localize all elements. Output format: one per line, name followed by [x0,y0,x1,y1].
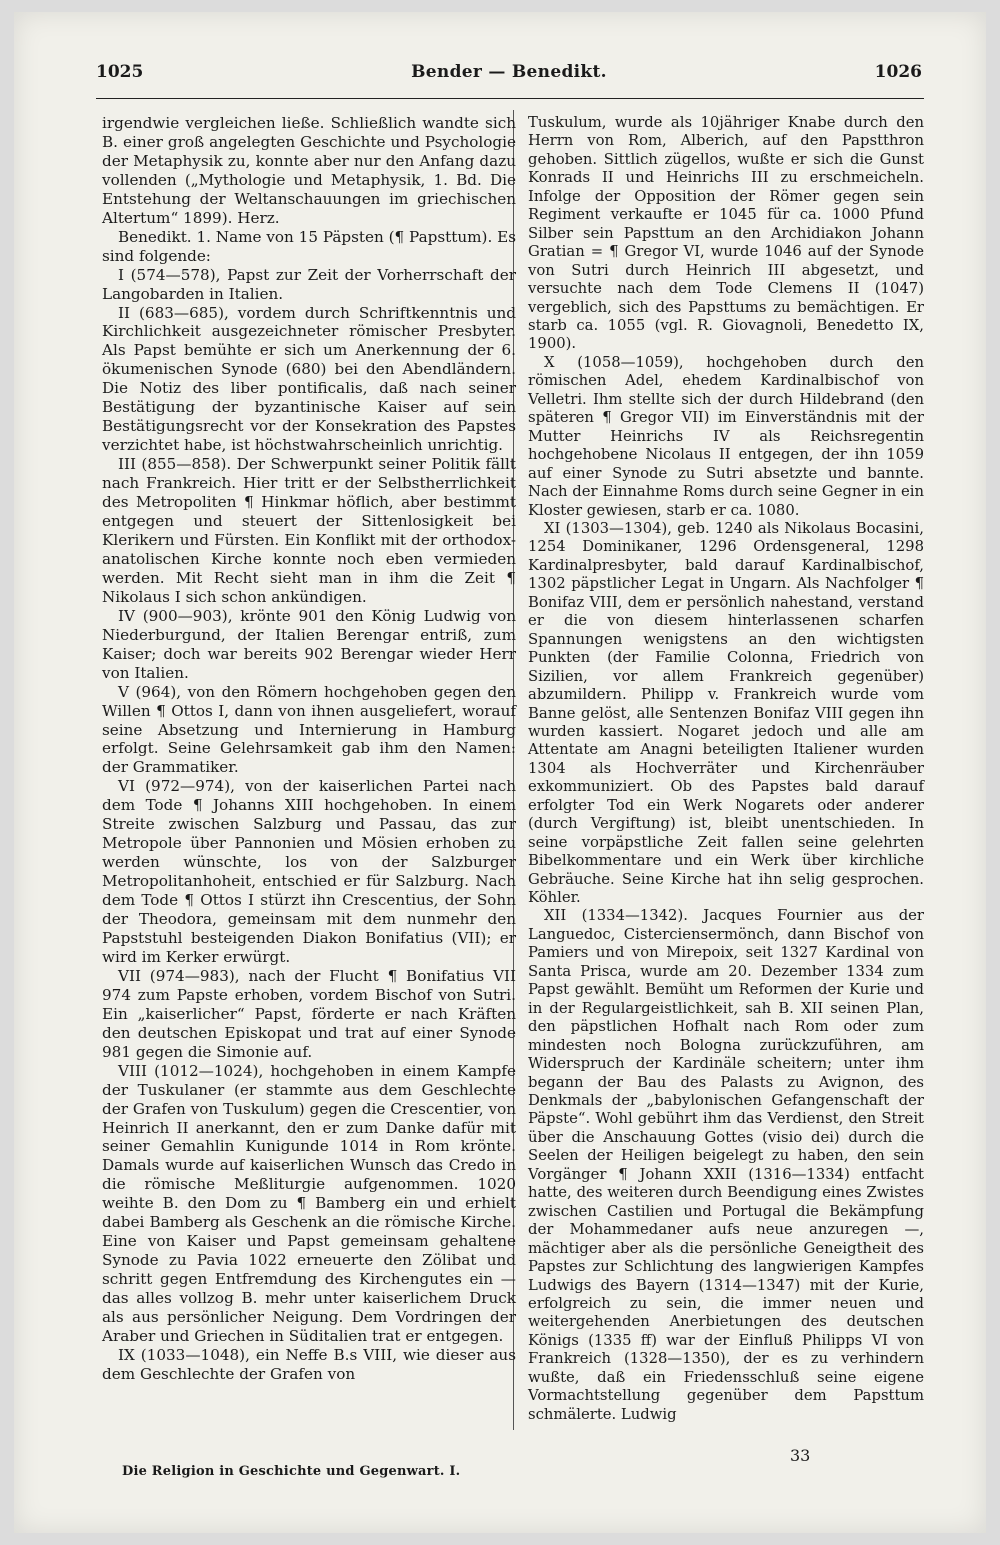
paragraph: V (964), von den Römern hochgehoben gegen den Willen ¶ Ottos I, dann von ihnen ausgeliefert, worauf seine Absetzung und Internierung in Hamburg erfolgt. Seine Gelehrsamkeit gab ihm den Namen: der Grammatiker. [102,682,516,777]
paragraph: VI (972—974), von der kaiserlichen Partei nach dem Tode ¶ Johanns XIII hochgehoben. In einem Streite zwischen Salzburg und Passau, das zur Metropole über Pannonien und Mösien erhoben zu werden wünschte, los von der Salzburger Metropolitanhoheit, entschied er für Salzburg. Nach dem Tode ¶ Ottos I stürzt ihn Crescentius, der Sohn der Theodora, gemeinsam mit dem nunmehr den Papststuhl besteigenden Diakon Bonifatius (VII); er wird im Kerker erwürgt. [102,777,516,966]
page-number-left: 1025 [96,62,144,82]
paragraph: irgendwie vergleichen ließe. Schließlich wandte sich B. einer groß angelegten Geschichte und Psychologie der Metaphysik zu, konnte aber nur den Anfang dazu vollenden („Mythologie und Metaphysik, 1. Bd. Die Entstehung der Weltanschauungen im griechischen Altertum“ 1899). Herz. [102,114,516,227]
left-column [102,114,516,1384]
paragraph: I (574—578), Papst zur Zeit der Vorherrschaft der Langobarden in Italien. [102,265,516,303]
paragraph: XI (1303—1304), geb. 1240 als Nikolaus Bocasini, 1254 Dominikaner, 1296 Ordensgeneral, 1298 Kardinalpresbyter, bald darauf Kardinalbischof, 1302 päpstlicher Legat in Ungarn. Als Nachfolger ¶ Bonifaz VIII, dem er persönlich nahestand, verstand er die von diesem hinterlassenen scharfen Spannungen wenigstens an den wichtigsten Punkten (der Familie Colonna, Friedrich von Sizilien, vor allem Frankreich gegenüber) abzumildern. Philipp v. Frankreich wurde vom Banne gelöst, alle Sentenzen Bonifaz VIII gegen ihn wurden kassiert. Nogaret jedoch und alle am Attentate am Anagni beteiligten Italiener wurden 1304 als Hochverräter und Kirchenräuber exkommuniziert. Ob des Papstes bald darauf erfolgter Tod ein Werk Nogarets oder anderer (durch Vergiftung) ist, bleibt unentschieden. In seine vorpäpstliche Zeit fallen seine gelehrten Bibelkommentare und ein Werk über kirchliche Gebräuche. Seine Kirche hat ihn selig gesprochen. Köhler. [528,519,924,907]
paragraph: II (683—685), vordem durch Schriftkenntnis und Kirchlichkeit ausgezeichneter römischer Presbyter. Als Papst bemühte er sich um Anerkennung der 6. ökumenischen Synode (680) bei den Abendländern. Die Notiz des liber pontificalis, daß nach seiner Bestätigung der byzantinische Kaiser auf sein Bestätigungsrecht vor der Konsekration des Papstes verzichtet habe, ist höchstwahrscheinlich unrichtig. [102,303,516,455]
paragraph: III (855—858). Der Schwerpunkt seiner Politik fällt nach Frankreich. Hier tritt er der Selbstherrlichkeit des Metropoliten ¶ Hinkmar höflich, aber bestimmt entgegen und steuert der Sittenlosigkeit bei Klerikern und Fürsten. Ein Konflikt mit der orthodox-anatolischen Kirche konnte noch eben vermieden werden. Mit Recht sieht man in ihm die Zeit ¶ Nikolaus I sich schon ankündigen. [102,455,516,606]
right-column [528,114,924,1424]
paragraph: Benedikt. 1. Name von 15 Päpsten (¶ Papsttum). Es sind folgende: [102,227,517,265]
footer-source: Die Religion in Geschichte und Gegenwart. I. [122,1464,461,1479]
header-title: Bender — Benedikt. [411,62,607,82]
paragraph: X (1058—1059), hochgehoben durch den römischen Adel, ehedem Kardinalbischof von Velletri. Ihm stellte sich der durch Hildebrand (den späteren ¶ Gregor VII) im Einverständnis mit der Mutter Heinrichs IV als Reichsregentin hochgehobene Nicolaus II entgegen, der ihn 1059 auf einer Synode zu Sutri absetzte und bannte. Nach der Einnahme Roms durch seine Gegner in ein Kloster gewiesen, starb er ca. 1080. [528,353,924,519]
paragraph: VII (974—983), nach der Flucht ¶ Bonifatius VII 974 zum Papste erhoben, vordem Bischof von Sutri. Ein „kaiserlicher“ Papst, förderte er nach Kräften den deutschen Episkopat und trat auf einer Synode 981 gegen die Simonie auf. [102,966,516,1061]
paragraph: IV (900—903), krönte 901 den König Ludwig von Niederburgund, der Italien Berengar entriß, zum Kaiser; doch war bereits 902 Berengar wieder Herr von Italien. [102,606,516,682]
paragraph: VIII (1012—1024), hochgehoben in einem Kampfe der Tuskulaner (er stammte aus dem Geschlechte der Grafen von Tuskulum) gegen die Crescentier, von Heinrich II anerkannt, den er zum Danke dafür mit seiner Gemahlin Kunigunde 1014 in Rom krönte. Damals wurde auf kaiserlichen Wunsch das Credo in die römische Meßliturgie aufgenommen. 1020 weihte B. den Dom zu ¶ Bamberg ein und erhielt dabei Bamberg als Geschenk an die römische Kirche. Eine von Kaiser und Papst gemeinsam gehaltene Synode zu Pavia 1022 erneuerte den Zölibat und schritt gegen Entfremdung des Kirchengutes ein — das alles vollzog B. mehr unter kaiserlichem Druck als aus persönlicher Neigung. Dem Vordringen der Araber und Griechen in Süditalien trat er entgegen. [102,1061,516,1345]
paragraph: XII (1334—1342). Jacques Fournier aus der Languedoc, Cisterciensermönch, dann Bischof von Pamiers und von Mirepoix, seit 1327 Kardinal von Santa Prisca, wurde am 20. Dezember 1334 zum Papst gewählt. Bemüht um Reformen der Kurie und in der Regulargeistlichkeit, sah B. XII seinen Plan, den päpstlichen Hofhalt nach Rom oder zum mindesten noch Bologna zurückzuführen, am Widerspruch der Kardinäle scheitern; unter ihm begann der Bau des Palasts zu Avignon, des Denkmals der „babylonischen Gefangenschaft der Päpste“. Wohl gebührt ihm das Verdienst, den Streit über die Anschauung Gottes (visio dei) durch die Seelen der Heiligen beigelegt zu haben, den sein Vorgänger ¶ Johann XXII (1316—1334) entfacht hatte, des weiteren durch Beendigung eines Zwistes zwischen Castilien und Portugal die Bekämpfung der Mohammedaner aufs neue anzuregen —, mächtiger aber als die persönliche Geneigtheit des Papstes zur Schlichtung des langwierigen Kampfes Ludwigs des Bayern (1314—1347) mit der Kurie, erfolgreich zu sein, die immer neuen und weitergehenden Anerbietungen des deutschen Königs (1335 ff) war der Einfluß Philipps VI von Frankreich (1328—1350), der es zu verhindern wußte, daß ein Friedensschluß seine eigene Vormachtstellung gegenüber dem Papsttum schmälerte. Ludwig [528,907,924,1423]
header-rule [96,98,924,99]
running-header [96,62,922,96]
page-number-right: 1026 [874,62,922,82]
paragraph: Tuskulum, wurde als 10jähriger Knabe durch den Herrn von Rom, Alberich, auf den Papstthron gehoben. Sittlich zügellos, wußte er sich die Gunst Konrads II und Heinrichs III zu erschmeicheln. Infolge der Opposition der Römer gegen sein Regiment verkaufte er 1045 für ca. 1000 Pfund Silber sein Papsttum an den Archidiakon Johann Gratian = ¶ Gregor VI, wurde 1046 auf der Synode von Sutri durch Heinrich III abgesetzt, und versuchte nach dem Tode Clemens II (1047) vergeblich, sich des Papsttums zu bemächtigen. Er starb ca. 1055 (vgl. R. Giovagnoli, Benedetto IX, 1900). [528,114,924,353]
signature-mark: 33 [790,1446,811,1465]
paragraph: IX (1033—1048), ein Neffe B.s VIII, wie dieser aus dem Geschlechte der Grafen von [102,1345,516,1383]
